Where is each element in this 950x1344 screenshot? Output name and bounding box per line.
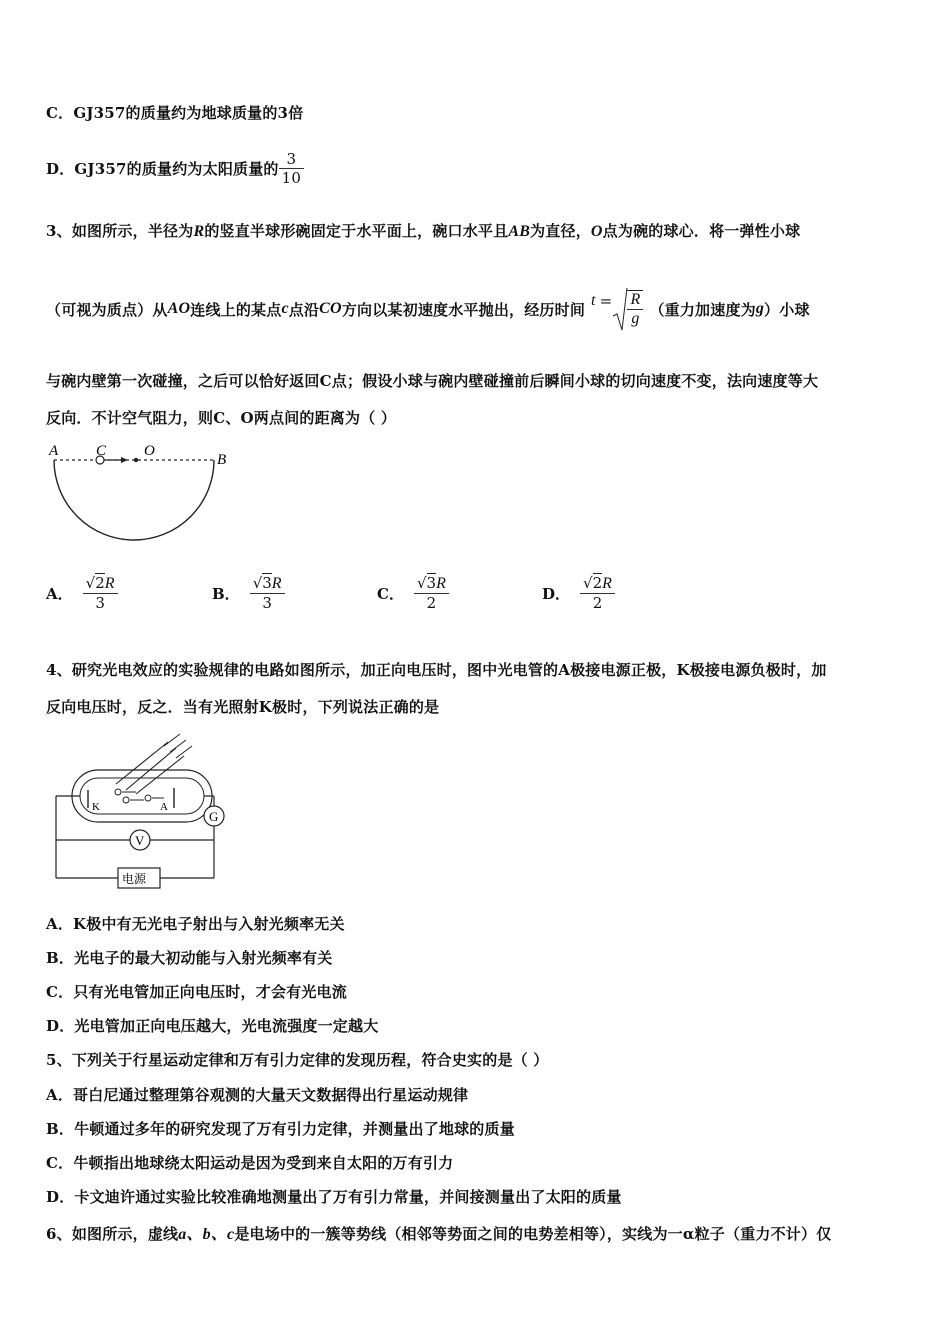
text-run: 3、如图所示，半径为: [46, 222, 194, 240]
q4-option-a[interactable]: A．K极中有无光电子射出与入射光频率无关: [46, 915, 345, 933]
electron-icon: [115, 789, 121, 795]
q2-option-c: C．GJ357的质量约为地球质量的3倍: [46, 104, 304, 122]
q3-option-a[interactable]: [46, 574, 118, 612]
fraction-denominator: 2: [592, 594, 603, 612]
sqrt-sign-icon: [612, 286, 628, 332]
text-run: ）小球: [764, 300, 810, 319]
label-c: C: [96, 443, 107, 459]
text-run: 连线上的某点: [190, 300, 282, 319]
var-CO: CO: [319, 300, 342, 317]
label-b: B: [217, 452, 227, 468]
window-line: [126, 748, 176, 790]
time-formula: [591, 286, 643, 332]
electron-icon: [145, 795, 151, 801]
text-run: 方向以某初速度水平抛出，经历时间: [341, 300, 586, 319]
q2-option-d: [46, 150, 304, 187]
option-label: A．: [46, 584, 73, 603]
q3-stem-line3: 与碗内壁第一次碰撞，之后可以恰好返回C点；假设小球与碗内壁碰撞前后瞬间小球的切向速度不变，法向速度等大: [46, 372, 819, 390]
q6-stem: [46, 1221, 831, 1244]
fraction-denominator: 3: [262, 594, 272, 612]
q5-option-a[interactable]: A．哥白尼通过整理第谷观测的大量天文数据得出行星运动规律: [46, 1086, 469, 1104]
vars-abc: a、b、c: [178, 1226, 235, 1243]
root-value: 2: [95, 574, 105, 592]
text-run: 的竖直半球形碗固定于水平面上，碗口水平且: [204, 222, 509, 240]
root-value: 3: [262, 574, 272, 592]
label-o: O: [144, 443, 155, 459]
var-AO: AO: [167, 300, 191, 317]
q4-option-c[interactable]: C．只有光电管加正向电压时，才会有光电流: [46, 983, 347, 1001]
q4-stem-line1: 4、研究光电效应的实验规律的电路如图所示，加正向电压时，图中光电管的A极接电源正极，K极接电源负极时，加: [46, 661, 827, 679]
fraction-denominator: 2: [426, 594, 437, 612]
var-R: R: [271, 575, 282, 592]
formula-t: t: [591, 292, 596, 309]
option-fraction: [414, 574, 449, 612]
option-label: D．: [542, 584, 571, 603]
var-R: R: [436, 575, 446, 592]
fraction-numerator: √2R: [580, 574, 615, 594]
var-R: R: [104, 575, 115, 592]
text-run: 6、如图所示，虚线: [46, 1225, 179, 1243]
fraction-numerator: √3R: [250, 574, 285, 594]
label-v: V: [135, 833, 145, 848]
var-c: c: [281, 300, 289, 317]
label-a: A: [160, 801, 168, 813]
q3-option-d[interactable]: [542, 574, 615, 612]
fraction-numerator: √3R: [414, 574, 449, 594]
text-run: 是电场中的一簇等势线（相邻等势面之间的电势差相等），实线为一α粒子（重力不计）仅: [234, 1225, 832, 1243]
q4-option-d[interactable]: D．光电管加正向电压越大，光电流强度一定越大: [46, 1017, 379, 1035]
q2-option-d-fraction: [279, 150, 305, 187]
var-R: R: [193, 223, 205, 240]
arrow-head-icon: [121, 457, 128, 463]
q3-stem-line1: [46, 220, 800, 241]
text-run: 为直径，: [530, 222, 591, 240]
q2-option-d-text: D．GJ357的质量约为太阳质量的: [46, 160, 279, 178]
q3-option-c[interactable]: [377, 574, 449, 612]
bowl-arc: [54, 460, 214, 540]
q5-option-c[interactable]: C．牛顿指出地球绕太阳运动是因为受到来自太阳的万有引力: [46, 1154, 454, 1172]
option-label: B．: [212, 584, 240, 603]
light-ray: [170, 740, 186, 752]
fraction-numerator: R: [627, 291, 643, 310]
var-AB: AB: [508, 223, 531, 240]
electron-icon: [123, 797, 129, 803]
text-run: （重力加速度为: [649, 300, 756, 319]
fraction-numerator: √2R: [83, 574, 118, 594]
q5-option-d[interactable]: D．卡文迪许通过实验比较准确地测量出了万有引力常量，并间接测量出了太阳的质量: [46, 1188, 622, 1206]
label-k: K: [92, 801, 100, 813]
q5-stem: 5、下列关于行星运动定律和万有引力定律的发现历程，符合史实的是（ ）: [46, 1051, 549, 1069]
q4-stem-line2: 反向电压时，反之．当有光照射K极时，下列说法正确的是: [46, 698, 440, 716]
root-value: 2: [592, 574, 603, 592]
equals-sign: =: [599, 292, 613, 310]
var-g: g: [755, 300, 765, 317]
q5-option-b[interactable]: B．牛顿通过多年的研究发现了万有引力定律，并测量出了地球的质量: [46, 1120, 515, 1138]
fraction-denominator: g: [631, 310, 640, 327]
var-R: R: [602, 575, 612, 592]
text-run: （可视为质点）从: [46, 300, 168, 319]
root-value: 3: [426, 574, 437, 592]
label-a: A: [49, 443, 59, 459]
text-run: 点沿: [288, 300, 320, 319]
center-point-o: [134, 458, 138, 462]
label-g: G: [209, 809, 219, 824]
photoelectric-circuit-figure: [46, 728, 236, 893]
var-O: O: [590, 223, 603, 240]
q3-stem-line2: [46, 286, 810, 332]
q3-option-b[interactable]: [212, 574, 285, 612]
fraction-numerator: 3: [279, 150, 305, 169]
option-fraction: [250, 574, 285, 612]
option-label: C．: [377, 584, 404, 603]
bowl-figure: [44, 438, 244, 558]
fraction-denominator: 10: [281, 169, 302, 187]
fraction-denominator: 3: [95, 594, 105, 612]
q3-stem-line4: 反向．不计空气阻力，则C、O两点间的距离为（ ）: [46, 409, 397, 427]
label-power: 电源: [122, 872, 147, 886]
light-ray: [164, 734, 180, 746]
option-fraction: [83, 574, 118, 612]
option-fraction: [580, 574, 615, 612]
q4-option-b[interactable]: B．光电子的最大初动能与入射光频率有关: [46, 949, 333, 967]
text-run: 点为碗的球心．将一弹性小球: [602, 222, 801, 240]
sqrt-fraction: [627, 290, 643, 328]
